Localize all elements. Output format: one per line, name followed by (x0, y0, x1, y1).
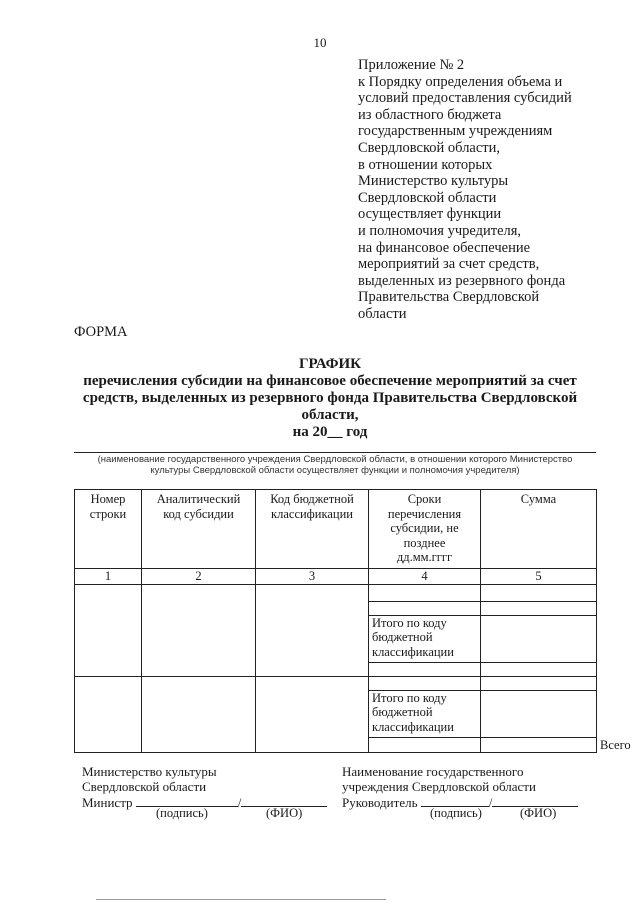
bottom-rule (96, 899, 386, 900)
table-header-row (75, 490, 597, 569)
column-number: 3 (256, 569, 369, 585)
page-number: 10 (313, 35, 327, 50)
subtotal-label: Итого по коду бюджетной классификации (369, 690, 481, 737)
ministry-signature-block (82, 764, 342, 810)
header-budget-code: Код бюджетной классификации (256, 490, 369, 569)
appendix-line: из областного бюджета (358, 106, 502, 123)
minister-sign-caption: (подпись) (156, 806, 208, 820)
director-role: Руководитель (342, 795, 418, 810)
appendix-line: на финансовое обеспечение (358, 239, 531, 256)
signature-slash: / (488, 795, 493, 810)
title-heading: ГРАФИК (298, 356, 362, 372)
title-line: средств, выделенных из резервного фонда Правительства Свердловской (82, 390, 578, 406)
appendix-line: Свердловской области (358, 189, 497, 206)
director-name-caption: (ФИО) (520, 806, 557, 820)
column-number: 4 (369, 569, 481, 585)
table-row (75, 676, 597, 690)
appendix-line: Приложение № 2 (358, 57, 465, 73)
appendix-line: к Порядку определения объема и (358, 73, 563, 90)
institution-signature-block (342, 764, 612, 810)
cell-row-number (75, 676, 142, 753)
organization-name-line (74, 452, 596, 453)
cell-date (369, 584, 481, 601)
ministry-name-line: Министерство культуры (82, 764, 217, 779)
column-number: 2 (142, 569, 256, 585)
cell-date (369, 662, 481, 676)
document-title (70, 356, 590, 441)
cell-analytic-code (142, 676, 256, 753)
cell-row-number (369, 737, 481, 753)
subtotal-label: Итого по коду бюджетной классификации (369, 615, 481, 662)
cell-budget-code (256, 584, 369, 676)
appendix-line: осуществляет функции (358, 206, 502, 223)
appendix-line: выделенных из резервного фонда (358, 272, 566, 289)
institution-name-line: учреждения Свердловской области (342, 779, 536, 794)
caption-line: (наименование государственного учреждения Свердловской области, в отношении которого Министерство (97, 454, 573, 465)
title-line: на 20__ год (292, 424, 368, 440)
signature-slash: / (237, 795, 242, 810)
title-line: перечисления субсидии на финансовое обеспечение мероприятий за счет (83, 373, 577, 389)
appendix-line: Министерство культуры (358, 173, 509, 190)
schedule-table (74, 489, 631, 753)
cell-amount (481, 676, 597, 690)
cell-amount (481, 662, 597, 676)
column-numbers-row (75, 569, 597, 585)
cell-row-number (75, 584, 142, 676)
subtotal-amount (481, 690, 597, 737)
header-row-number: Номер строки (75, 490, 142, 569)
header-amount: Сумма (481, 490, 597, 569)
appendix-line: в отношении которых (358, 156, 493, 173)
cell-date (369, 601, 481, 615)
director-sign-caption: (подпись) (430, 806, 482, 820)
column-number: 1 (75, 569, 142, 585)
form-label: ФОРМА (74, 324, 128, 340)
cell-analytic-code (142, 584, 256, 676)
appendix-heading (358, 57, 628, 323)
cell-amount (481, 584, 597, 601)
cell-date (369, 676, 481, 690)
caption-line: культуры Свердловской области осуществляет функции и полномочия учредителя) (150, 465, 520, 476)
header-transfer-dates: Сроки перечисления субсидии, не позднее дд.мм.гггг (369, 490, 481, 569)
appendix-line: Свердловской области, (358, 139, 501, 156)
minister-name-caption: (ФИО) (266, 806, 303, 820)
minister-signature-line (82, 794, 342, 810)
minister-role: Министр (82, 795, 133, 810)
appendix-line: и полномочия учредителя, (358, 222, 522, 239)
header-analytic-code: Аналитический код субсидии (142, 490, 256, 569)
appendix-line: Правительства Свердловской (358, 289, 540, 306)
ministry-name-line: Свердловской области (82, 779, 207, 794)
cell-amount (481, 601, 597, 615)
appendix-line: области (358, 305, 407, 322)
total-row: Всего (75, 737, 597, 753)
organization-caption (74, 454, 596, 476)
institution-name-line: Наименование государственного (342, 764, 524, 779)
title-line: области, (301, 407, 359, 423)
cell-budget-code (256, 676, 369, 753)
column-number: 5 (481, 569, 597, 585)
subtotal-amount (481, 615, 597, 662)
table-row (75, 584, 597, 601)
appendix-line: мероприятий за счет средств, (358, 256, 540, 273)
cell-analytic-code (481, 737, 597, 753)
appendix-line: условий предоставления субсидий (358, 90, 572, 107)
appendix-line: государственным учреждениям (358, 123, 553, 140)
